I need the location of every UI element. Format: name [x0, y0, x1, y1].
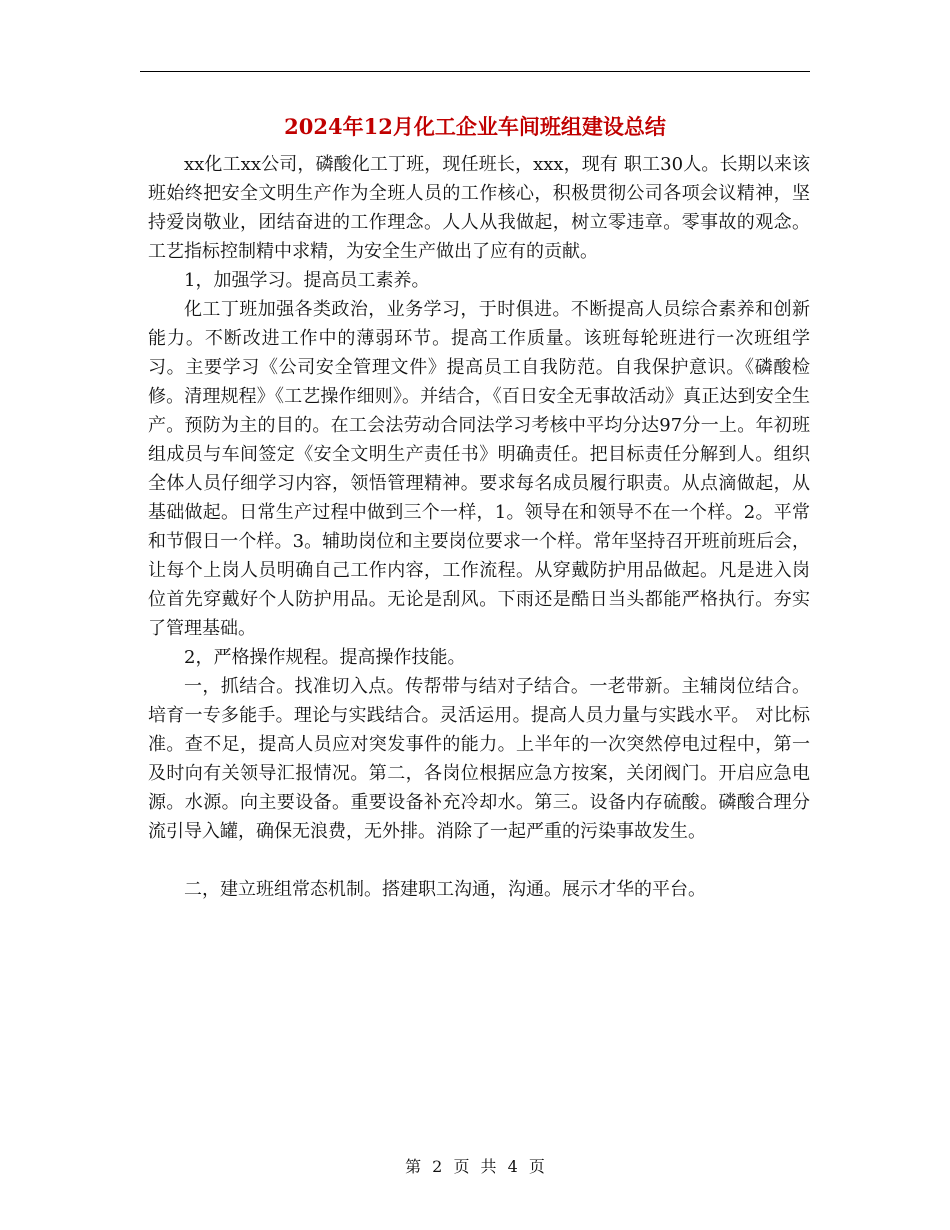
heading-mechanism: 二，建立班组常态机制。搭建职工沟通，沟通。展示才华的平台。	[184, 879, 706, 900]
paragraph-intro: xx化工xx公司，磷酸化工丁班，现任班长，xxx，现有 职工30人。长期以来该班始终把安全文明生产作为全班人员的工作核心，积极贯彻公司各项会议精神，坚持爱岗敬业，团结奋进的工作理念。人人从我做起，树立零违章。零事故的观念。工艺指标控制精中求精，为安全生产做出了应有的贡献。	[148, 154, 810, 262]
header-rule	[140, 71, 810, 72]
paragraph-operation: 一，抓结合。找准切入点。传帮带与结对子结合。一老带新。主辅岗位结合。培育一专多能手。理论与实践结合。灵活运用。提高人员力量与实践水平。 对比标准。查不足，提高人员应对突发事件的能力。上半年的一次突然停电过程中，第一及时向有关领导汇报情况。第二，各岗位根据应急方按案，关闭阀门。开启应急电源。水源。向主要设备。重要设备补充冷却水。第三。设备内存硫酸。磷酸合理分流引导入罐，确保无浪费，无外排。消除了一起严重的污染事故发生。	[148, 676, 810, 842]
document-body	[148, 150, 810, 904]
document-title: 2024年12月化工企业车间班组建设总结	[284, 114, 666, 139]
heading-study: 1，加强学习。提高员工素养。	[184, 270, 430, 291]
paragraph-study: 化工丁班加强各类政治，业务学习，于时俱进。不断提高人员综合素养和创新能力。不断改进工作中的薄弱环节。提高工作质量。该班每轮班进行一次班组学习。主要学习《公司安全管理文件》提高员工自我防范。自我保护意识。《磷酸检修。清理规程》《工艺操作细则》。并结合，《百日安全无事故活动》真正达到安全生产。预防为主的目的。在工会法劳动合同法学习考核中平均分达97分一上。年初班组成员与车间签定《安全文明生产责任书》明确责任。把目标责任分解到人。组织全体人员仔细学习内容，领悟管理精神。要求每名成员履行职责。从点滴做起，从基础做起。日常生产过程中做到三个一样，1。领导在和领导不在一个样。2。平常和节假日一个样。3。辅助岗位和主要岗位要求一个样。常年坚持召开班前班后会，让每个上岗人员明确自己工作内容，工作流程。从穿戴防护用品做起。凡是进入岗位首先穿戴好个人防护用品。无论是刮风。下雨还是酷日当头都能严格执行。夯实了管理基础。	[148, 299, 810, 639]
page-number: 第 2 页 共 4 页	[405, 1157, 545, 1176]
heading-operation: 2，严格操作规程。提高操作技能。	[184, 647, 466, 668]
